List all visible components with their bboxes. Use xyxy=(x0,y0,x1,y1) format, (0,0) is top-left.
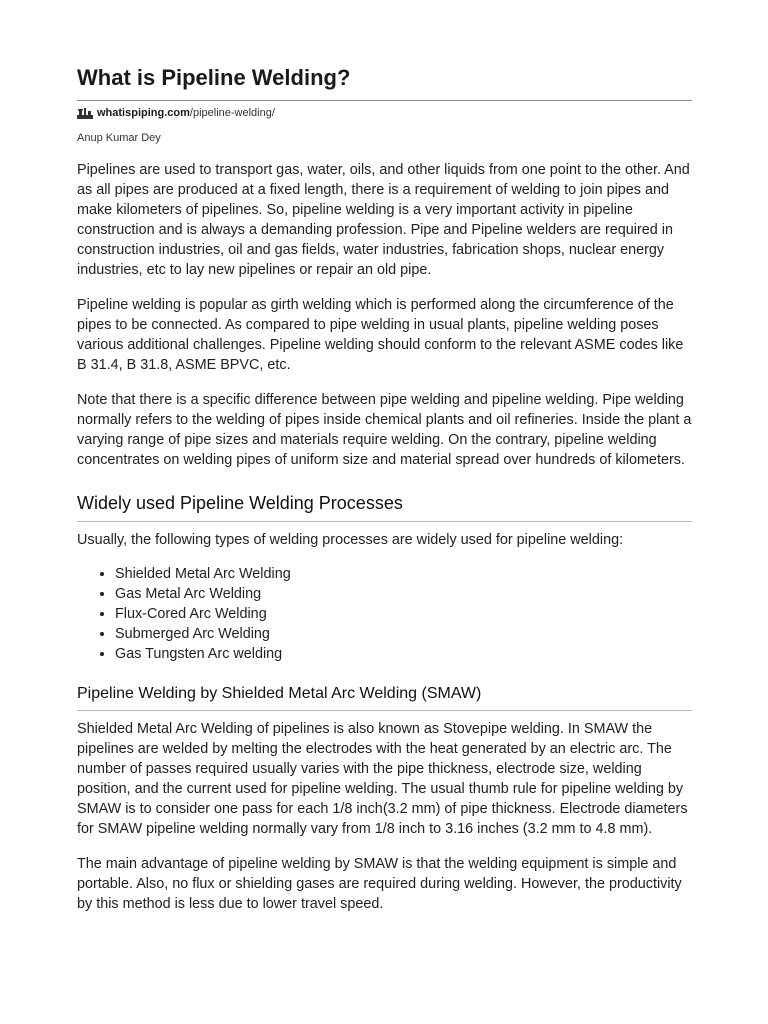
processes-list xyxy=(77,564,692,664)
list-item: • Submerged Arc Welding xyxy=(115,624,692,644)
page-title: What is Pipeline Welding? xyxy=(77,64,692,101)
list-item: • Shielded Metal Arc Welding xyxy=(115,564,692,584)
section-heading-smaw: Pipeline Welding by Shielded Metal Arc Welding (SMAW) xyxy=(77,683,692,711)
intro-paragraph-1: Pipelines are used to transport gas, water, oils, and other liquids from one point to the other. And as all pipes are produced at a fixed length, there is a requirement of welding to join pipes and make kilometers of pipelines. So, pipeline welding is a very important activity in pipeline construction and is always a demanding profession. Pipe and Pipeline welders are required in construction industries, oil and gas fields, water industries, fabrication shops, nuclear energy industries, etc to lay new pipelines or repair an old pipe. xyxy=(77,162,690,278)
smaw-paragraph-2: The main advantage of pipeline welding by SMAW is that the welding equipment is simple and portable. Also, no flux or shielding gases are required during welding. However, the productivity by this method is less due to lower travel speed. xyxy=(77,856,682,912)
intro-paragraph-3: Note that there is a specific difference between pipe welding and pipeline welding. Pipe welding normally refers to the welding of pipes inside chemical plants and oil refineries. Inside the plant a varying range of pipe sizes and materials require welding. On the contrary, pipeline welding concentrates on welding pipes of uniform size and material spread over hundreds of kilometers. xyxy=(77,392,692,468)
smaw-paragraph-1: Shielded Metal Arc Welding of pipelines is also known as Stovepipe welding. In SMAW the pipelines are welded by melting the electrodes with the heat generated by an electric arc. The number of passes required usually varies with the pipe thickness, electrode size, welding position, and the current used for pipeline welding. The usual thumb rule for pipeline welding by SMAW is to consider one pass for each 1/8 inch(3.2 mm) of pipe thickness. Electrode diameters for SMAW pipeline welding normally vary from 1/8 inch to 3.16 inches (3.2 mm to 4.8 mm). xyxy=(77,721,688,837)
intro-paragraph-2: Pipeline welding is popular as girth welding which is performed along the circumference of the pipes to be connected. As compared to pipe welding in usual plants, pipeline welding poses various additional challenges. Pipeline welding should conform to the relevant ASME codes like B 31.4, B 31.8, ASME BPVC, etc. xyxy=(77,297,684,373)
list-item: • Gas Tungsten Arc welding xyxy=(115,644,692,664)
list-item: • Flux-Cored Arc Welding xyxy=(115,604,692,624)
author-name: Anup Kumar Dey xyxy=(77,132,161,144)
source-link[interactable] xyxy=(77,105,692,121)
pipeline-favicon-icon xyxy=(77,107,93,119)
source-domain[interactable]: whatispiping.com xyxy=(97,107,190,119)
list-item: • Gas Metal Arc Welding xyxy=(115,584,692,604)
source-path[interactable]: /pipeline-welding/ xyxy=(189,107,275,119)
article xyxy=(77,64,692,914)
processes-intro: Usually, the following types of welding processes are widely used for pipeline welding: xyxy=(77,532,624,548)
section-heading-processes: Widely used Pipeline Welding Processes xyxy=(77,491,692,522)
